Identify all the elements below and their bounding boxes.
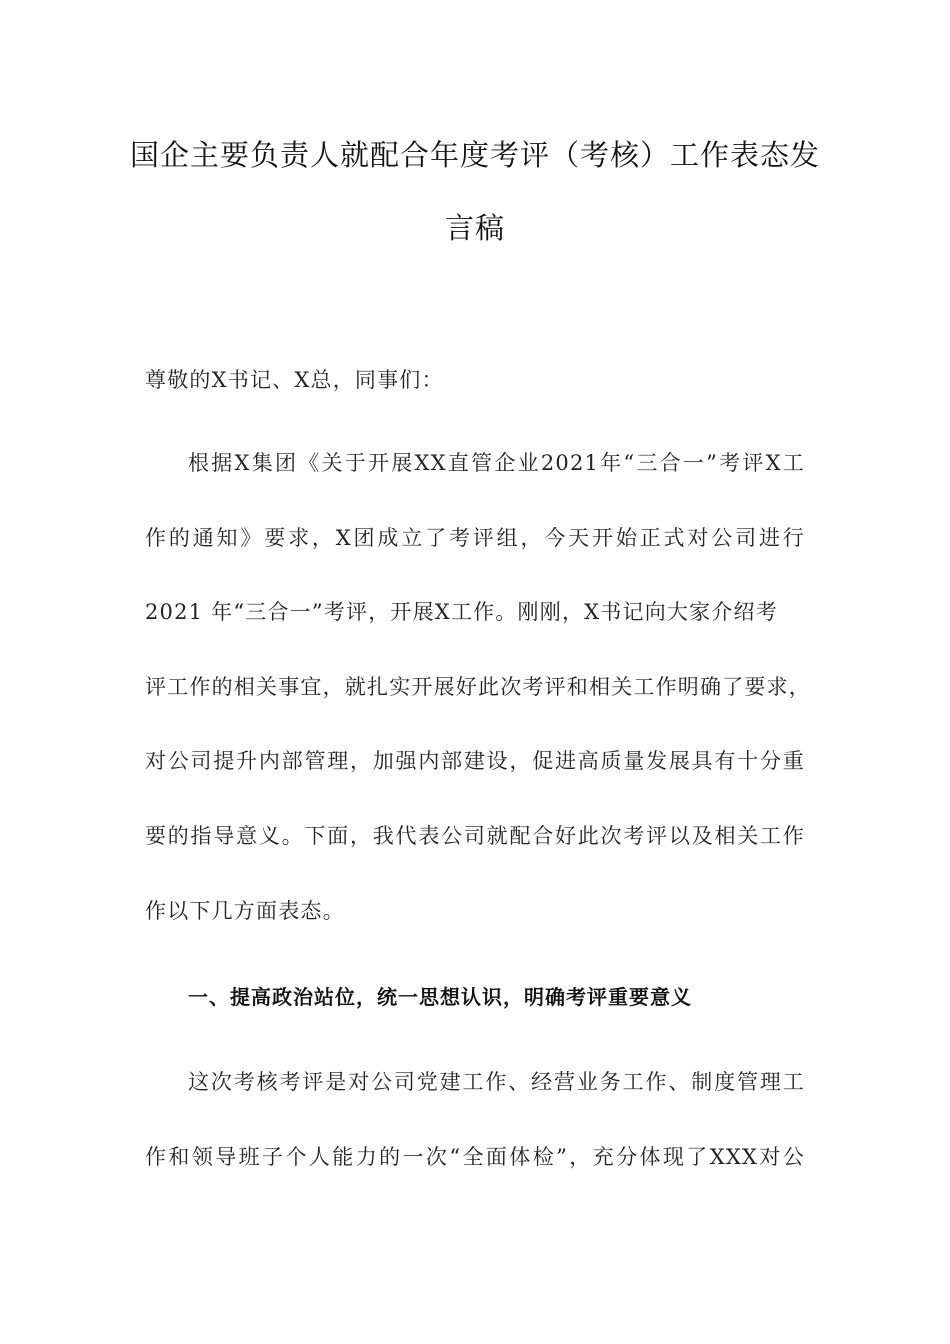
paragraph-2-line-1: 这次考核考评是对公司党建工作、经营业务工作、制度管理工 <box>188 1070 805 1094</box>
salutation: 尊敬的X书记、X总，同事们： <box>145 368 444 392</box>
document-title-line-2: 言稿 <box>444 211 505 245</box>
section-heading-1: 一、提高政治站位，统一思想认识，明确考评重要意义 <box>188 985 692 1009</box>
paragraph-1-line-1: 根据X集团《关于开展XX直管企业2021年“三合一”考评X工 <box>188 451 805 475</box>
paragraph-2-line-2: 作和领导班子个人能力的一次“全面体检”，充分体现了XXX对公 <box>145 1145 805 1169</box>
paragraph-1-line-3: 2021 年“三合一”考评，开展X工作。刚刚，X书记向大家介绍考 <box>145 600 778 624</box>
paragraph-1-line-2: 作的通知》要求，X团成立了考评组，今天开始正式对公司进行 <box>145 526 805 550</box>
paragraph-1-line-5: 对公司提升内部管理，加强内部建设，促进高质量发展具有十分重 <box>145 749 805 773</box>
paragraph-1-line-7: 作以下几方面表态。 <box>145 899 345 923</box>
paragraph-1-line-6: 要的指导意义。下面，我代表公司就配合好此次考评以及相关工作 <box>145 824 805 848</box>
document-title-line-1: 国企主要负责人就配合年度考评（考核）工作表态发 <box>129 138 820 172</box>
paragraph-1-line-4: 评工作的相关事宜，就扎实开展好此次考评和相关工作明确了要求， <box>145 675 811 699</box>
